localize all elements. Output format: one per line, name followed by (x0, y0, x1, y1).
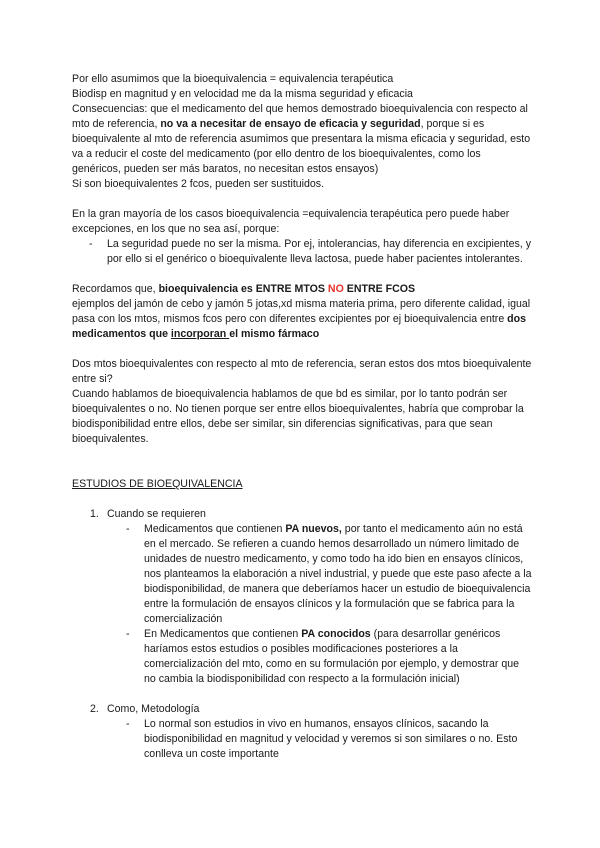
pa-nuevos-pre: Medicamentos que contienen (144, 523, 286, 535)
pa-conocidos-post: (para desarrollar genéricos haríamos estos estudios o posibles modificaciones posteriores a la comercialización del mto, como en su formulación por ejemplo, y demostrar que no cambia la biodisponibilidad con respecto a la formulación inicial) (144, 628, 520, 685)
item-label: Cuando se requieren (107, 508, 206, 520)
dos-mtos-question: Dos mtos bioequivalentes con respecto al mto de referencia, seran estos dos mtos bioequivalente entre si? (72, 358, 532, 385)
list-item (72, 237, 532, 267)
recordamos-ejemplos (72, 297, 532, 342)
ejemplos-bold-underline: incorporan (170, 328, 230, 340)
recordamos-heading (72, 282, 532, 297)
recordamos-no: NO (327, 283, 344, 295)
sub-list-2 (72, 717, 532, 762)
list-item (72, 717, 532, 762)
mayoria-paragraph: En la gran mayoría de los casos bioequivalencia =equivalencia terapéutica pero puede haber excepciones, en los que no sea así, porque: (72, 208, 510, 235)
intro-line-4: Si son bioequivalentes 2 fcos, pueden ser sustituidos. (72, 178, 325, 190)
item-number: 1. (90, 508, 99, 520)
pa-conocidos-pre: En Medicamentos que contienen (144, 628, 302, 640)
ejemplos-text: ejemplos del jamón de cebo y jamón 5 jotas,xd misma materia prima, pero diferente calidad, igual pasa con los mtos, mismos fcos pero con diferentes excipientes por ej bioequivalencia entre (72, 298, 531, 325)
dash-bullet: - (126, 523, 130, 535)
metodologia-text: Lo normal son estudios in vivo en humanos, ensayos clínicos, sacando la biodisponibilidad en magnitud y velocidad y veremos si son similares o no. Esto conlleva un coste importante (144, 718, 518, 760)
list-item (72, 627, 532, 687)
intro-line-2: Biodisp en magnitud y en velocidad me da la misma seguridad y eficacia (72, 88, 413, 100)
consecuencias-rest: , porque si es bioequivalente al mto de referencia asumimos que presentara la misma eficacia y seguridad, esto va a reducir el coste del medicamento (por ello dentro de los bioequivalentes, como los genéricos, pueden ser más baratos, no necesitan estos ensayos) (72, 118, 531, 175)
pa-nuevos-post: por tanto el medicamento aún no está en el mercado. Se refieren a cuando hemos desarrollado un número limitado de unidades de nuestro medicamento, y como todo ha ido bien en ensayos clínicos, nos planteamos la elaboración a nivel industrial, y puede que este paso afecte a la biodisponibilidad, de manera que deberíamos hacer un estudio de bioequivalencia entre la formulación de ensayos clínicos y la formulación que se fabrica para la comercialización (144, 523, 532, 625)
item-label: Como, Metodología (107, 703, 200, 715)
dash-bullet: - (89, 238, 93, 250)
mayoria-list (72, 237, 532, 267)
mayoria-bullet-text: La seguridad puede no ser la misma. Por ej, intolerancias, hay diferencia en excipientes, y por ello si el genérico o bioequivalente lleva lactosa, puede haber pacientes intolerantes. (107, 238, 531, 265)
list-item (72, 522, 532, 627)
document-page (72, 72, 532, 762)
ejemplos-bold-1: dos medicamentos que (72, 313, 527, 340)
numbered-item-2 (72, 702, 532, 717)
pa-nuevos-bold: PA nuevos, (285, 523, 342, 535)
recordamos-bold-2: ENTRE FCOS (343, 283, 416, 295)
section-heading: ESTUDIOS DE BIOEQUIVALENCIA (72, 478, 243, 490)
recordamos-bold-1: bioequivalencia es ENTRE MTOS (158, 283, 328, 295)
intro-line-1: Por ello asumimos que la bioequivalencia = equivalencia terapéutica (72, 73, 394, 85)
sub-list-1 (72, 522, 532, 687)
dos-mtos-answer: Cuando hablamos de bioequivalencia hablamos de que bd es similar, por lo tanto podrán ser bioequivalentes o no. No tienen porque ser entre ellos bioequivalentes, habría que comprobar la biodisponibilidad entre ellos, debe ser similar, sin diferencias significativas, para que sean bioequivalentes. (72, 388, 524, 445)
recordamos-pre: Recordamos que, (72, 283, 159, 295)
dash-bullet: - (126, 628, 130, 640)
numbered-item-1 (72, 507, 532, 522)
consecuencias-bold: no va a necesitar de ensayo de eficacia y seguridad (160, 118, 421, 130)
pa-conocidos-bold: PA conocidos (301, 628, 371, 640)
item-number: 2. (90, 703, 99, 715)
consecuencias-text: Consecuencias: que el medicamento del que hemos demostrado bioequivalencia con respecto al mto de referencia, (72, 103, 528, 130)
dash-bullet: - (126, 718, 130, 730)
ejemplos-bold-2: el mismo fármaco (229, 328, 320, 340)
intro-consecuencias (72, 102, 532, 177)
